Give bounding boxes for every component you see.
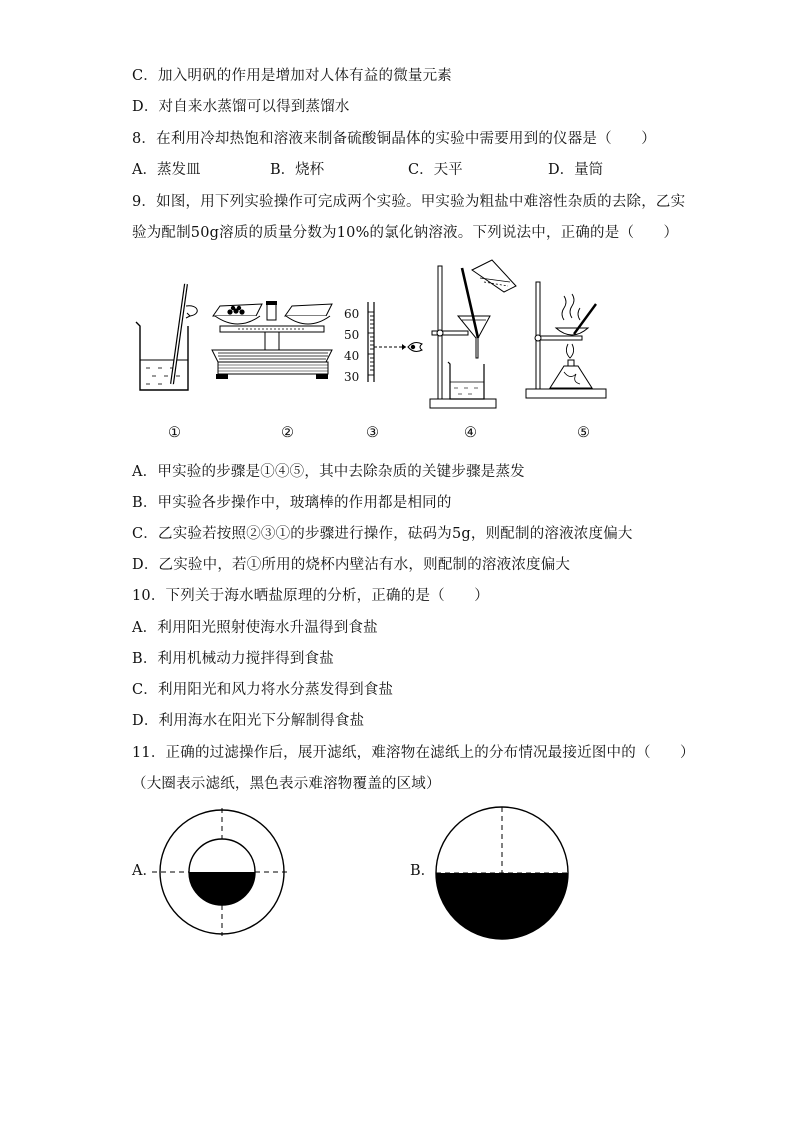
- q10-option-b: B．利用机械动力搅拌得到食盐: [132, 651, 334, 667]
- balance-weighing-figure: [210, 298, 335, 383]
- q10-stem: 10．下列关于海水晒盐原理的分析，正确的是（ ）: [132, 588, 489, 604]
- filter-paper-figure-a: [150, 808, 290, 938]
- beaker-stirring-figure: [130, 280, 200, 395]
- cylinder-mark-50: 50: [344, 328, 360, 342]
- q8-option-a: A．蒸发皿: [132, 162, 201, 178]
- q9-option-a: A．甲实验的步骤是①④⑤，其中去除杂质的关键步骤是蒸发: [132, 464, 525, 480]
- q8-option-b: B．烧杯: [270, 162, 325, 178]
- figure-label-5: ⑤: [577, 425, 590, 441]
- q9-option-b: B．甲实验各步操作中，玻璃棒的作用都是相同的: [132, 495, 452, 511]
- q9-option-d: D．乙实验中，若①所用的烧杯内壁沾有水，则配制的溶液浓度偏大: [132, 557, 571, 573]
- q7-option-d: D．对自来水蒸馏可以得到蒸馏水: [132, 99, 350, 115]
- q8-option-c: C．天平: [408, 162, 463, 178]
- graduated-cylinder-figure: [338, 300, 428, 385]
- cylinder-mark-60: 60: [344, 307, 360, 321]
- evaporation-figure: [520, 272, 612, 400]
- figure-label-4: ④: [464, 425, 477, 441]
- q11-note: （大圈表示滤纸，黑色表示难溶物覆盖的区域）: [132, 776, 441, 792]
- q10-option-a: A．利用阳光照射使海水升温得到食盐: [132, 620, 378, 636]
- cylinder-mark-30: 30: [344, 370, 360, 384]
- figure-label-2: ②: [281, 425, 294, 441]
- q8-options: [132, 160, 603, 180]
- q11-stem: 11．正确的过滤操作后，展开滤纸，难溶物在滤纸上的分布情况最接近图中的（ ）: [132, 745, 695, 761]
- q10-option-c: C．利用阳光和风力将水分蒸发得到食盐: [132, 682, 394, 698]
- q11-label-b: B．: [410, 863, 436, 879]
- cylinder-mark-40: 40: [344, 349, 360, 363]
- figure-label-1: ①: [168, 425, 181, 441]
- q9-stem-line2: 验为配制50g溶质的质量分数为10%的氯化钠溶液。下列说法中，正确的是（ ）: [132, 225, 679, 241]
- filtration-figure: [428, 258, 520, 410]
- q8-stem: 8．在利用冷却热饱和溶液来制备硫酸铜晶体的实验中需要用到的仪器是（ ）: [132, 131, 656, 147]
- q10-option-d: D．利用海水在阳光下分解制得食盐: [132, 713, 365, 729]
- q7-option-c: C．加入明矾的作用是增加对人体有益的微量元素: [132, 68, 452, 84]
- q9-stem-line1: 9．如图，用下列实验操作可完成两个实验。甲实验为粗盐中难溶性杂质的去除，乙实: [132, 194, 686, 210]
- q11-label-a: A．: [132, 863, 157, 879]
- q8-option-d: D．量筒: [548, 162, 604, 178]
- q9-option-c: C．乙实验若按照②③①的步骤进行操作，砝码为5g，则配制的溶液浓度偏大: [132, 526, 633, 542]
- filter-paper-figure-b: [432, 804, 572, 942]
- figure-label-3: ③: [366, 425, 379, 441]
